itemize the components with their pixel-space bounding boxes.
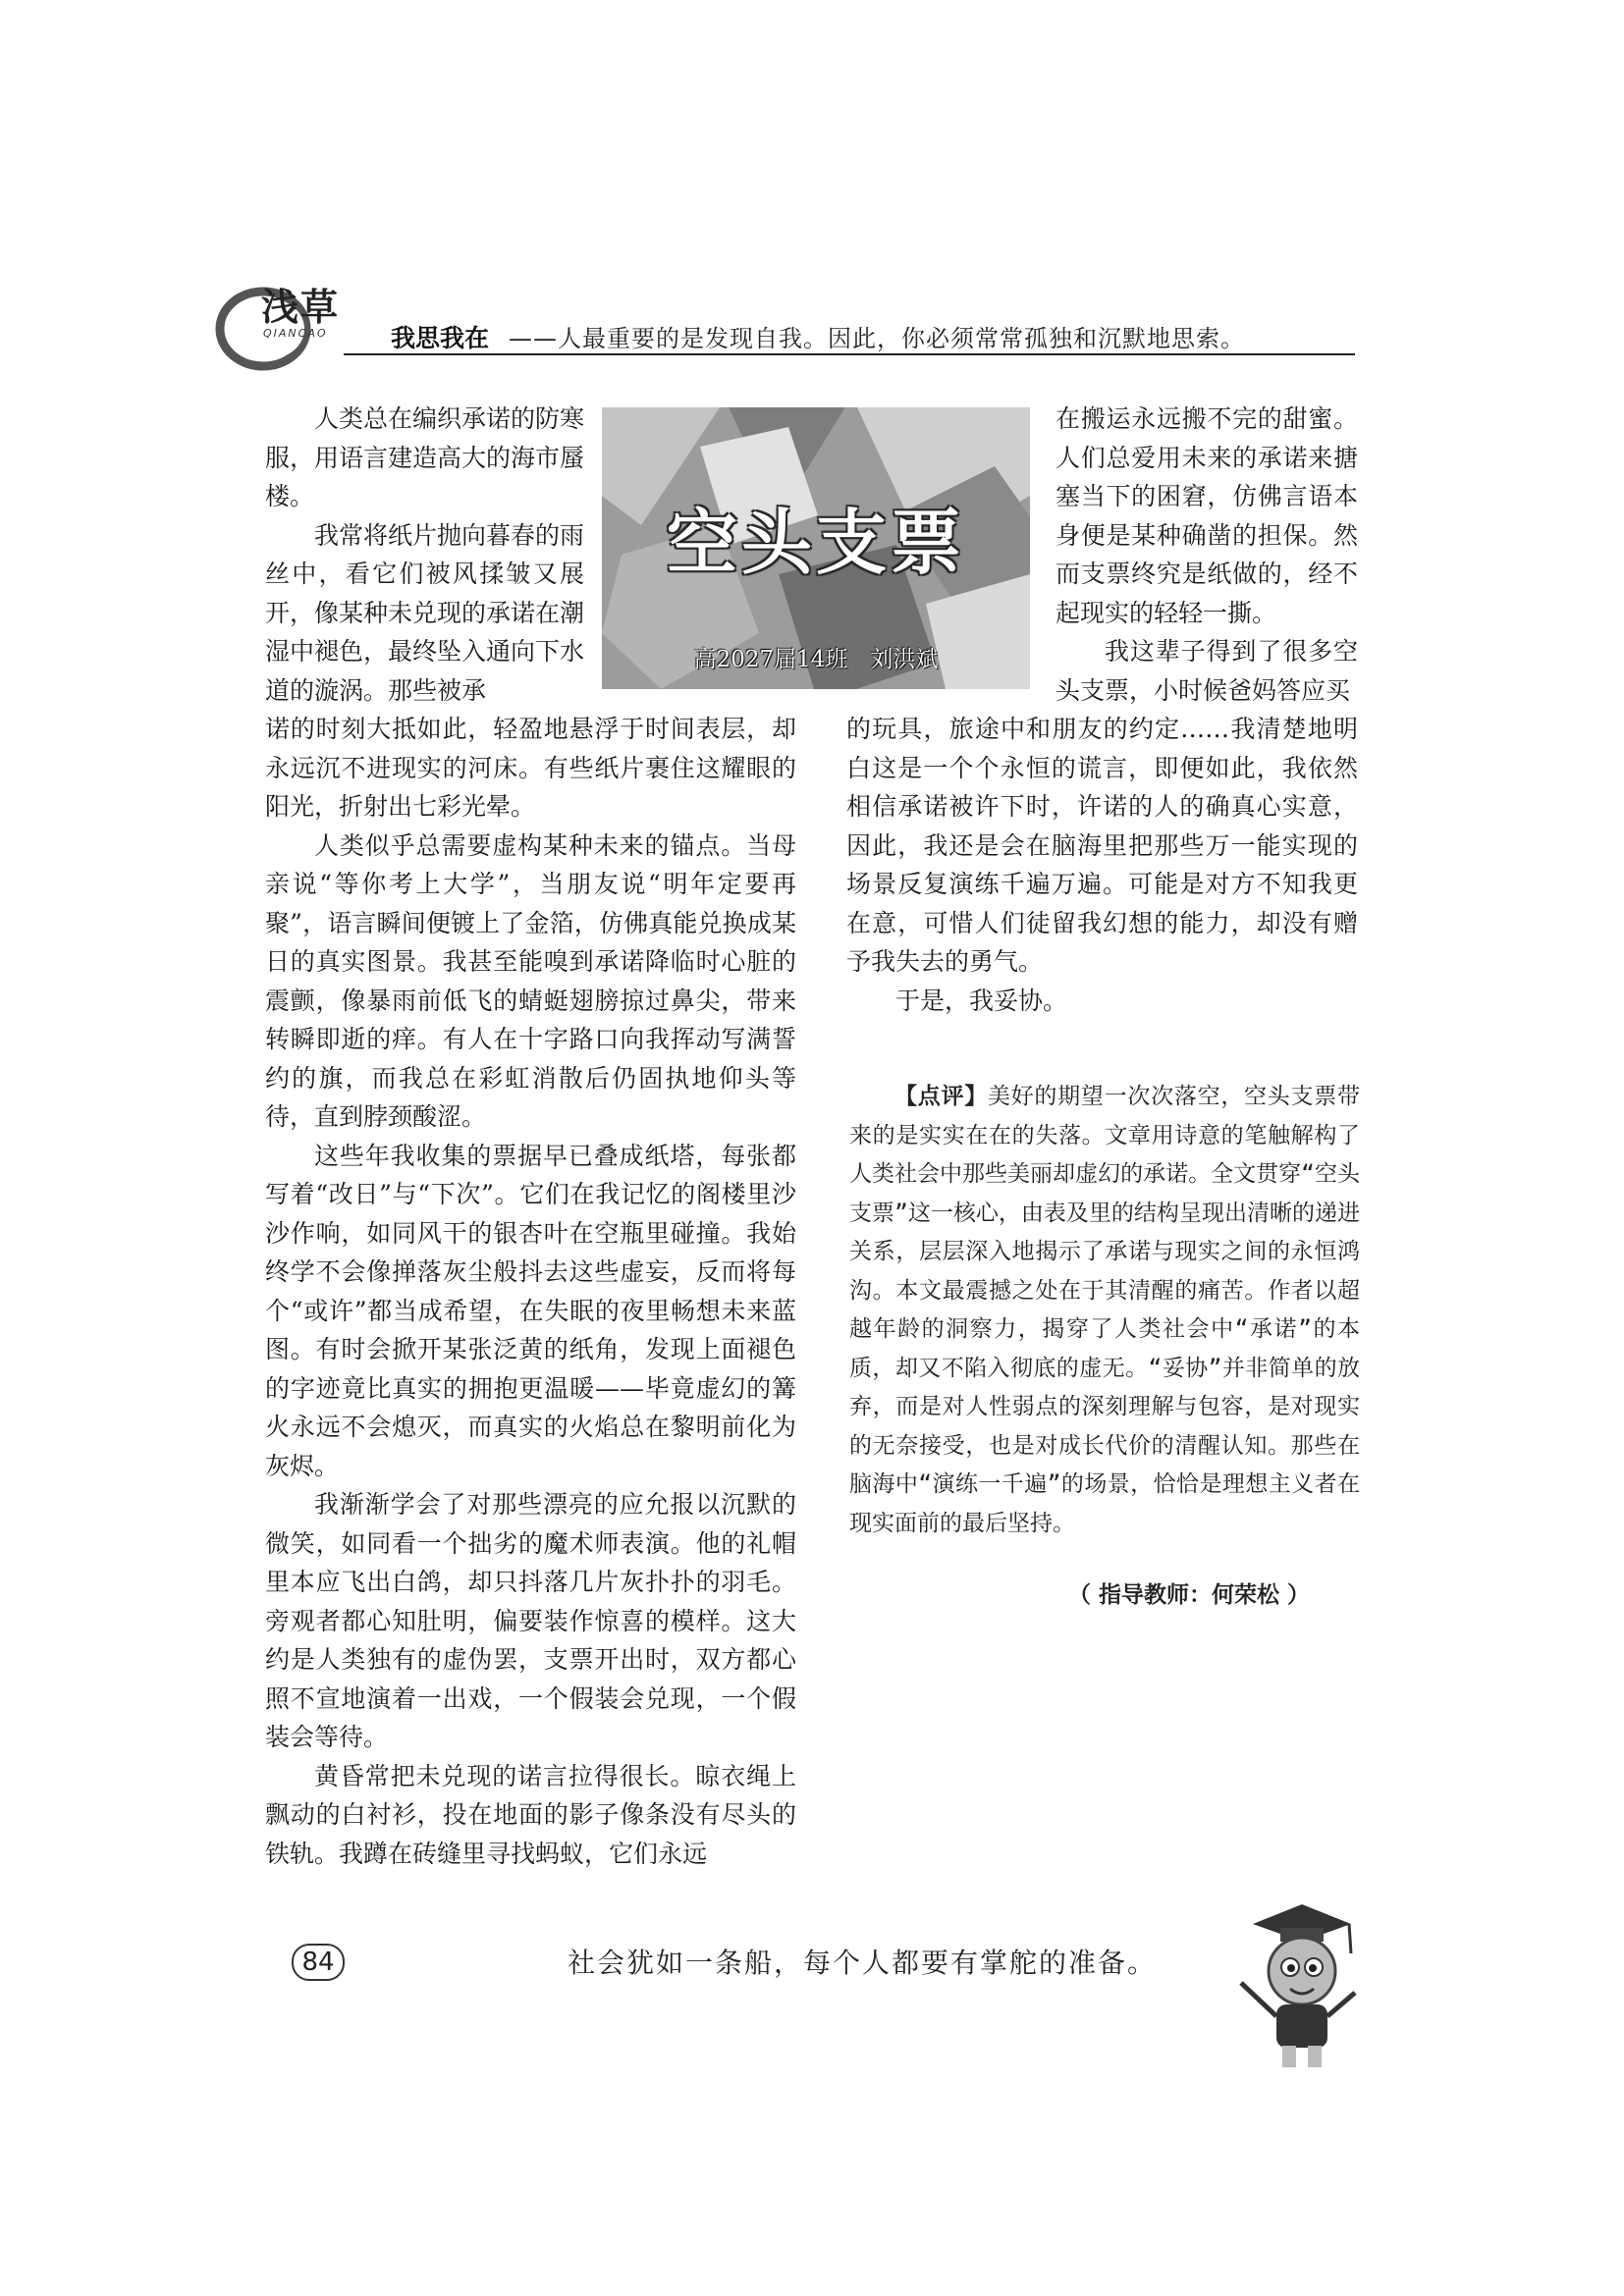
page-number: 84 bbox=[292, 1944, 345, 1981]
left-column-top bbox=[265, 400, 584, 710]
paragraph: 这些年我收集的票据早已叠成纸塔，每张都写着“改日”与“下次”。它们在我记忆的阁楼里沙沙作响，如同风干的银杏叶在空瓶里碰撞。我始终学不会像掸落灰尘般抖去这些虚妄，反而将每个“或许”都当成希望，在失眠的夜里畅想未来蓝图。有时会掀开某张泛黄的纸角，发现上面褪色的字迹竟比真实的拥抱更温暖——毕竟虚幻的篝火永远不会熄灭，而真实的火焰总在黎明前化为灰烬。 bbox=[265, 1141, 796, 1480]
column-motto: ——人最重要的是发现自我。因此，你必须常常孤独和沉默地思索。 bbox=[509, 325, 1245, 352]
paragraph: 我这辈子得到了很多空头支票，小时候爸妈答应买 bbox=[1056, 637, 1358, 705]
commentary bbox=[849, 1078, 1360, 1543]
right-column-top bbox=[1056, 400, 1358, 710]
commentary-text: 美好的期望一次次落空，空头支票带来的是实实在在的失落。文章用诗意的笔触解构了人类社会中那些美丽却虚幻的承诺。全文贯穿“空头支票”这一核心，由表及里的结构呈现出清晰的递进关系，层层深入地揭示了承诺与现实之间的永恒鸿沟。本文最震撼之处在于其清醒的痛苦。作者以超越年龄的洞察力，揭穿了人类社会中“承诺”的本质，却又不陷入彻底的虚无。“妥协”并非简单的放弃，而是对人性弱点的深刻理解与包容，是对现实的无奈接受，也是对成长代价的清醒认知。那些在脑海中“演练一千遍”的场景，恰恰是理想主义者在现实面前的最后坚持。 bbox=[849, 1084, 1361, 1536]
paragraph: 人类总在编织承诺的防寒服，用语言建造高大的海市蜃楼。 bbox=[265, 404, 585, 510]
paragraph: 于是，我妥协。 bbox=[895, 986, 1068, 1015]
mascot-icon bbox=[1233, 1895, 1361, 2071]
article-author: 高2027届14班 刘洪斌 bbox=[693, 647, 939, 672]
paragraph: 我渐渐学会了对那些漂亮的应允报以沉默的微笑，如同看一个拙劣的魔术师表演。他的礼帽里本应飞出白鸽，却只抖落几片灰扑扑的羽毛。旁观者都心知肚明，偏要装作惊喜的模样。这大约是人类独有的虚伪罢，支票开出时，双方都心照不宣地演着一出戏，一个假装会兑现，一个假装会等待。 bbox=[265, 1490, 796, 1751]
paragraph: 我常将纸片抛向暮春的雨丝中，看它们被风揉皱又展开，像某种未兑现的承诺在潮湿中褪色，最终坠入通向下水道的漩涡。那些被承 bbox=[265, 520, 585, 705]
advisor-credit: （ 指导教师：何荣松 ） bbox=[1068, 1582, 1311, 1608]
paragraph: 诺的时刻大抵如此，轻盈地悬浮于时间表层，却永远沉不进现实的河床。有些纸片裹住这耀眼的阳光，折射出七彩光晕。 bbox=[265, 715, 796, 821]
logo-text: 浅草 bbox=[261, 286, 341, 329]
footer-motto: 社会犹如一条船，每个人都要有掌舵的准备。 bbox=[568, 1947, 1158, 1979]
logo-subtitle: QIANCAO bbox=[263, 327, 328, 340]
article-title: 空头支票 bbox=[666, 502, 965, 584]
left-column-main bbox=[265, 710, 796, 1873]
column-title: 我思我在 bbox=[391, 324, 490, 352]
commentary-label: 【点评】 bbox=[894, 1084, 988, 1109]
right-column-main bbox=[846, 710, 1358, 1020]
paragraph: 人类似乎总需要虚构某种未来的锚点。当母亲说“等你考上大学”，当朋友说“明年定要再聚”，语言瞬间便镀上了金箔，仿佛真能兑换成某日的真实图景。我甚至能嗅到承诺降临时心脏的震颤，像暴雨前低飞的蜻蜓翅膀掠过鼻尖，带来转瞬即逝的痒。有人在十字路口向我挥动写满誓约的旗，而我总在彩虹消散后仍固执地仰头等待，直到脖颈酸涩。 bbox=[265, 830, 796, 1131]
paragraph: 在搬运永远搬不完的甜蜜。人们总爱用未来的承诺来搪塞当下的困窘，仿佛言语本身便是某种确凿的担保。然而支票终究是纸做的，经不起现实的轻轻一撕。 bbox=[1056, 404, 1358, 627]
header-divider bbox=[344, 353, 1355, 355]
paragraph: 黄昏常把未兑现的诺言拉得很长。晾衣绳上飘动的白衬衫，投在地面的影子像条没有尽头的铁轨。我蹲在砖缝里寻找蚂蚁，它们永远 bbox=[265, 1761, 796, 1868]
paragraph: 的玩具，旅途中和朋友的约定……我清楚地明白这是一个个永恒的谎言，即便如此，我依然相信承诺被许下时，许诺的人的确真心实意，因此，我还是会在脑海里把那些万一能实现的场景反复演练千遍万遍。可能是对方不知我更在意，可惜人们徒留我幻想的能力，却没有赠予我失去的勇气。 bbox=[846, 715, 1358, 976]
title-banner bbox=[602, 407, 1030, 689]
